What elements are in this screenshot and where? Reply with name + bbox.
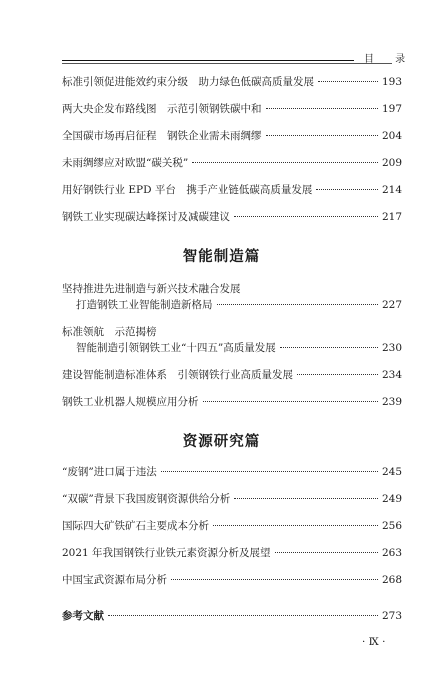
toc-entry-page: 197 xyxy=(381,103,402,115)
toc-entry-title: 标准引领促进能效约束分级 助力绿色低碳高质量发展 xyxy=(62,76,314,88)
dot-leader xyxy=(318,81,378,82)
dot-leader xyxy=(108,615,378,616)
dot-leader xyxy=(213,525,378,526)
toc-entry-page: 217 xyxy=(381,211,402,223)
header-rule-thin xyxy=(62,63,392,64)
toc-entry[interactable] xyxy=(62,102,402,116)
toc-entry-page: 193 xyxy=(381,76,402,88)
toc-entry-title: 国际四大矿铁矿石主要成本分析 xyxy=(62,520,209,532)
toc-entry-title: 2021 年我国钢铁行业铁元素资源分析及展望 xyxy=(62,547,271,559)
toc-entry-page: 204 xyxy=(381,130,402,142)
toc-entry-page: 239 xyxy=(381,396,402,408)
toc-entry[interactable] xyxy=(62,395,402,409)
toc-entry[interactable] xyxy=(76,298,402,312)
dot-leader xyxy=(161,471,378,472)
toc-entry[interactable] xyxy=(62,129,402,143)
toc-entry-title: 两大央企发布路线图 示范引领钢铁碳中和 xyxy=(62,103,262,115)
toc-entry-title-line1: 标准领航 示范揭榜 xyxy=(62,326,157,338)
page-folio: · Ⅸ · xyxy=(362,636,386,648)
toc-entry-references[interactable] xyxy=(62,609,402,623)
toc-entry-title: “废钢”进口属于违法 xyxy=(62,466,157,478)
toc-entry[interactable] xyxy=(62,156,402,170)
toc-entry-title-line1: 坚持推进先进制造与新兴技术融合发展 xyxy=(62,283,241,295)
dot-leader xyxy=(266,108,378,109)
toc-entry-page: 214 xyxy=(381,184,402,196)
dot-leader xyxy=(266,135,378,136)
toc-entry[interactable] xyxy=(62,492,402,506)
dot-leader xyxy=(171,579,378,580)
toc-entry[interactable] xyxy=(62,183,402,197)
references-title: 参考文献 xyxy=(62,610,104,622)
toc-entry-page: 249 xyxy=(381,493,402,505)
dot-leader xyxy=(203,401,378,402)
toc-entry[interactable] xyxy=(76,341,402,355)
toc-entry-title: 打造钢铁工业智能制造新格局 xyxy=(76,299,213,311)
toc-entry-page: 245 xyxy=(381,466,402,478)
toc-entry[interactable] xyxy=(62,465,402,479)
toc-entry-title: 未雨绸缪应对欧盟“碳关税” xyxy=(62,157,189,169)
toc-entry-title: 钢铁工业实现碳达峰探讨及减碳建议 xyxy=(62,211,230,223)
section-heading-resource-research: 资源研究篇 xyxy=(182,434,261,450)
toc-entry[interactable] xyxy=(62,546,402,560)
dot-leader xyxy=(316,189,378,190)
toc-entry[interactable] xyxy=(62,75,402,89)
toc-entry-page: 268 xyxy=(381,574,402,586)
toc-entry-page: 227 xyxy=(381,299,402,311)
dot-leader xyxy=(234,216,378,217)
header-label: 目 录 xyxy=(364,54,415,65)
dot-leader xyxy=(217,304,378,305)
toc-entry[interactable] xyxy=(62,210,402,224)
references-page: 273 xyxy=(381,610,402,622)
toc-entry-page: 234 xyxy=(381,369,402,381)
toc-entry[interactable] xyxy=(62,368,402,382)
toc-entry-title: 钢铁工业机器人规模应用分析 xyxy=(62,396,199,408)
dot-leader xyxy=(192,162,378,163)
toc-entry-page: 263 xyxy=(381,547,402,559)
toc-entry-title: 全国碳市场再启征程 钢铁企业需未雨绸缪 xyxy=(62,130,262,142)
toc-entry-title: 用好钢铁行业 EPD 平台 携手产业链低碳高质量发展 xyxy=(62,184,313,196)
toc-entry-title: “双碳”背景下我国废钢资源供给分析 xyxy=(62,493,231,505)
toc-entry-page: 256 xyxy=(381,520,402,532)
dot-leader xyxy=(234,498,378,499)
dot-leader xyxy=(297,374,378,375)
header-rule-thick xyxy=(62,60,354,61)
toc-entry-title: 中国宝武资源布局分析 xyxy=(62,574,167,586)
running-header xyxy=(62,50,415,65)
toc-entry[interactable] xyxy=(62,519,402,533)
toc-entry-title: 智能制造引领钢铁工业“十四五”高质量发展 xyxy=(76,342,276,354)
section-heading-intelligent-manufacturing: 智能制造篇 xyxy=(182,249,261,265)
toc-entry[interactable] xyxy=(62,573,402,587)
toc-entry-title: 建设智能制造标准体系 引领钢铁行业高质量发展 xyxy=(62,369,293,381)
toc-entry-page: 209 xyxy=(381,157,402,169)
dot-leader xyxy=(275,552,378,553)
dot-leader xyxy=(280,347,378,348)
toc-entry-page: 230 xyxy=(381,342,402,354)
